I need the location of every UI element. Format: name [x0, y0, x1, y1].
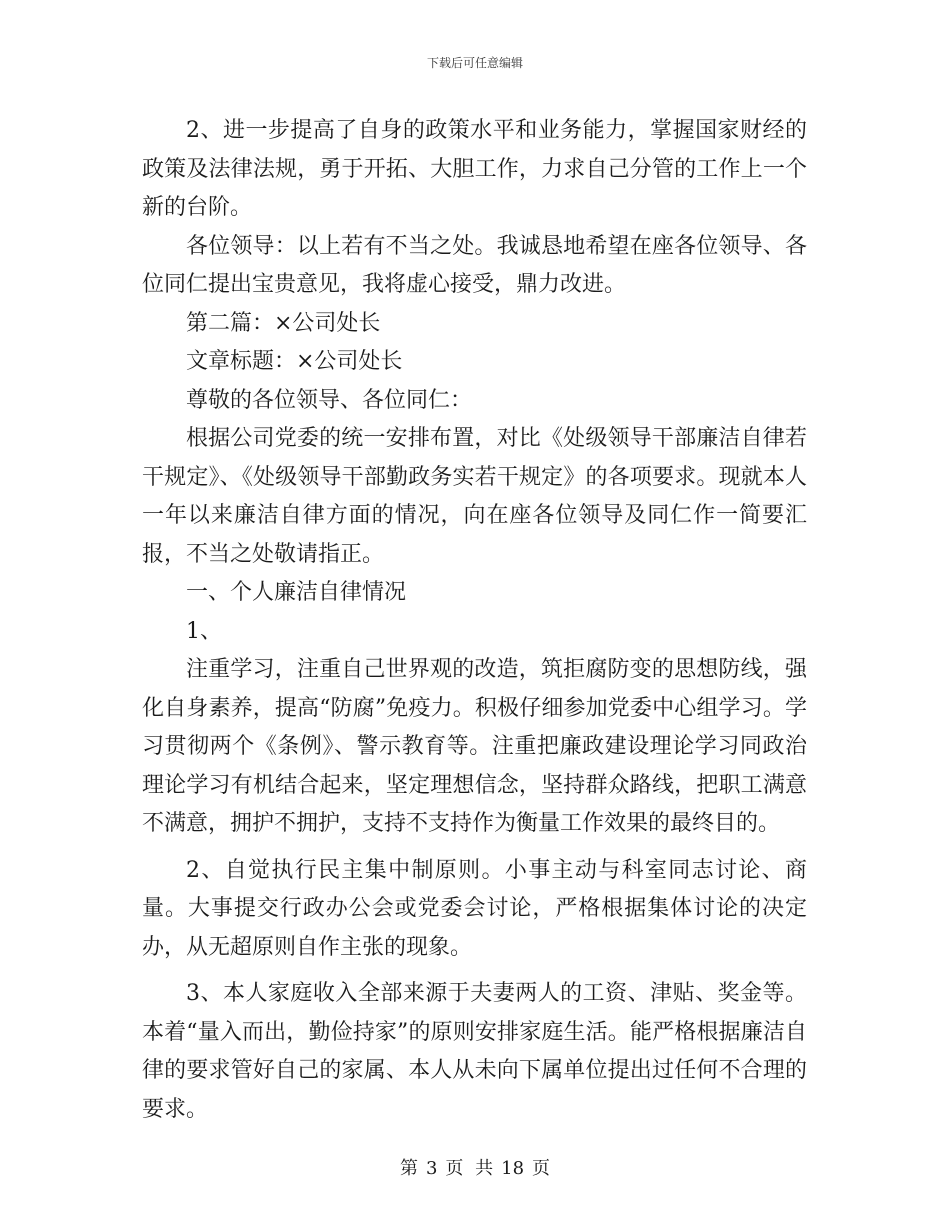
paragraph-introduction: 根据公司党委的统一安排布置，对比《处级领导干部廉洁自律若干规定》、《处级领导干部勤政务实若干规定》的各项要求。现就本人一年以来廉洁自律方面的情况，向在座各位领导及同仁作一简要汇报，不当之处敬请指正。 — [142, 426, 807, 567]
footer-prefix: 第 — [399, 1158, 418, 1179]
page-total: 18 — [501, 1158, 525, 1179]
header-text: 下载后可任意编辑 — [426, 56, 523, 70]
page-header — [0, 54, 950, 71]
paragraph-salutation: 尊敬的各位领导、各位同仁： — [186, 387, 473, 413]
paragraph-article-title: 文章标题：×公司处长 — [186, 349, 403, 374]
paragraph-family-income: 3、本人家庭收入全部来源于夫妻两人的工资、津贴、奖金等。本着“量入而出，勤俭持家”的原则安排家庭生活。能严格根据廉洁自律的要求管好自己的家属、本人从未向下属单位提出过任何不合理的要求。 — [142, 981, 807, 1122]
section-heading: 一、个人廉洁自律情况 — [186, 580, 407, 605]
document-body — [142, 112, 807, 1129]
page-footer — [0, 1154, 950, 1180]
paragraph-democratic-centralism: 2、自觉执行民主集中制原则。小事主动与科室同志讨论、商量。大事提交行政办公会或党委会讨论，严格根据集体讨论的决定办，从无超原则自作主张的现象。 — [142, 857, 807, 960]
item-number: 1、 — [186, 618, 222, 644]
paragraph-closing-remarks: 各位领导：以上若有不当之处。我诚恳地希望在座各位领导、各位同仁提出宝贵意见，我将虚心接受，鼎力改进。 — [142, 233, 807, 297]
paragraph-study: 注重学习，注重自己世界观的改造，筑拒腐防变的思想防线，强化自身素养，提高“防腐”免疫力。积极仔细参加党委中心组学习。学习贯彻两个《条例》、警示教育等。注重把廉政建设理论学习同政治理论学习有机结合起来，坚定理想信念，坚持群众路线，把职工满意不满意，拥护不拥护，支持不支持作为衡量工作效果的最终目的。 — [142, 657, 807, 836]
page-number: 3 — [425, 1158, 438, 1179]
footer-mid: 页 共 — [445, 1158, 494, 1179]
footer-suffix: 页 — [532, 1158, 551, 1179]
paragraph-chapter-title: 第二篇：×公司处长 — [186, 310, 381, 336]
paragraph-policy-level: 2、进一步提高了自身的政策水平和业务能力，掌握国家财经的政策及法律法规，勇于开拓、大胆工作，力求自己分管的工作上一个新的台阶。 — [142, 118, 807, 220]
